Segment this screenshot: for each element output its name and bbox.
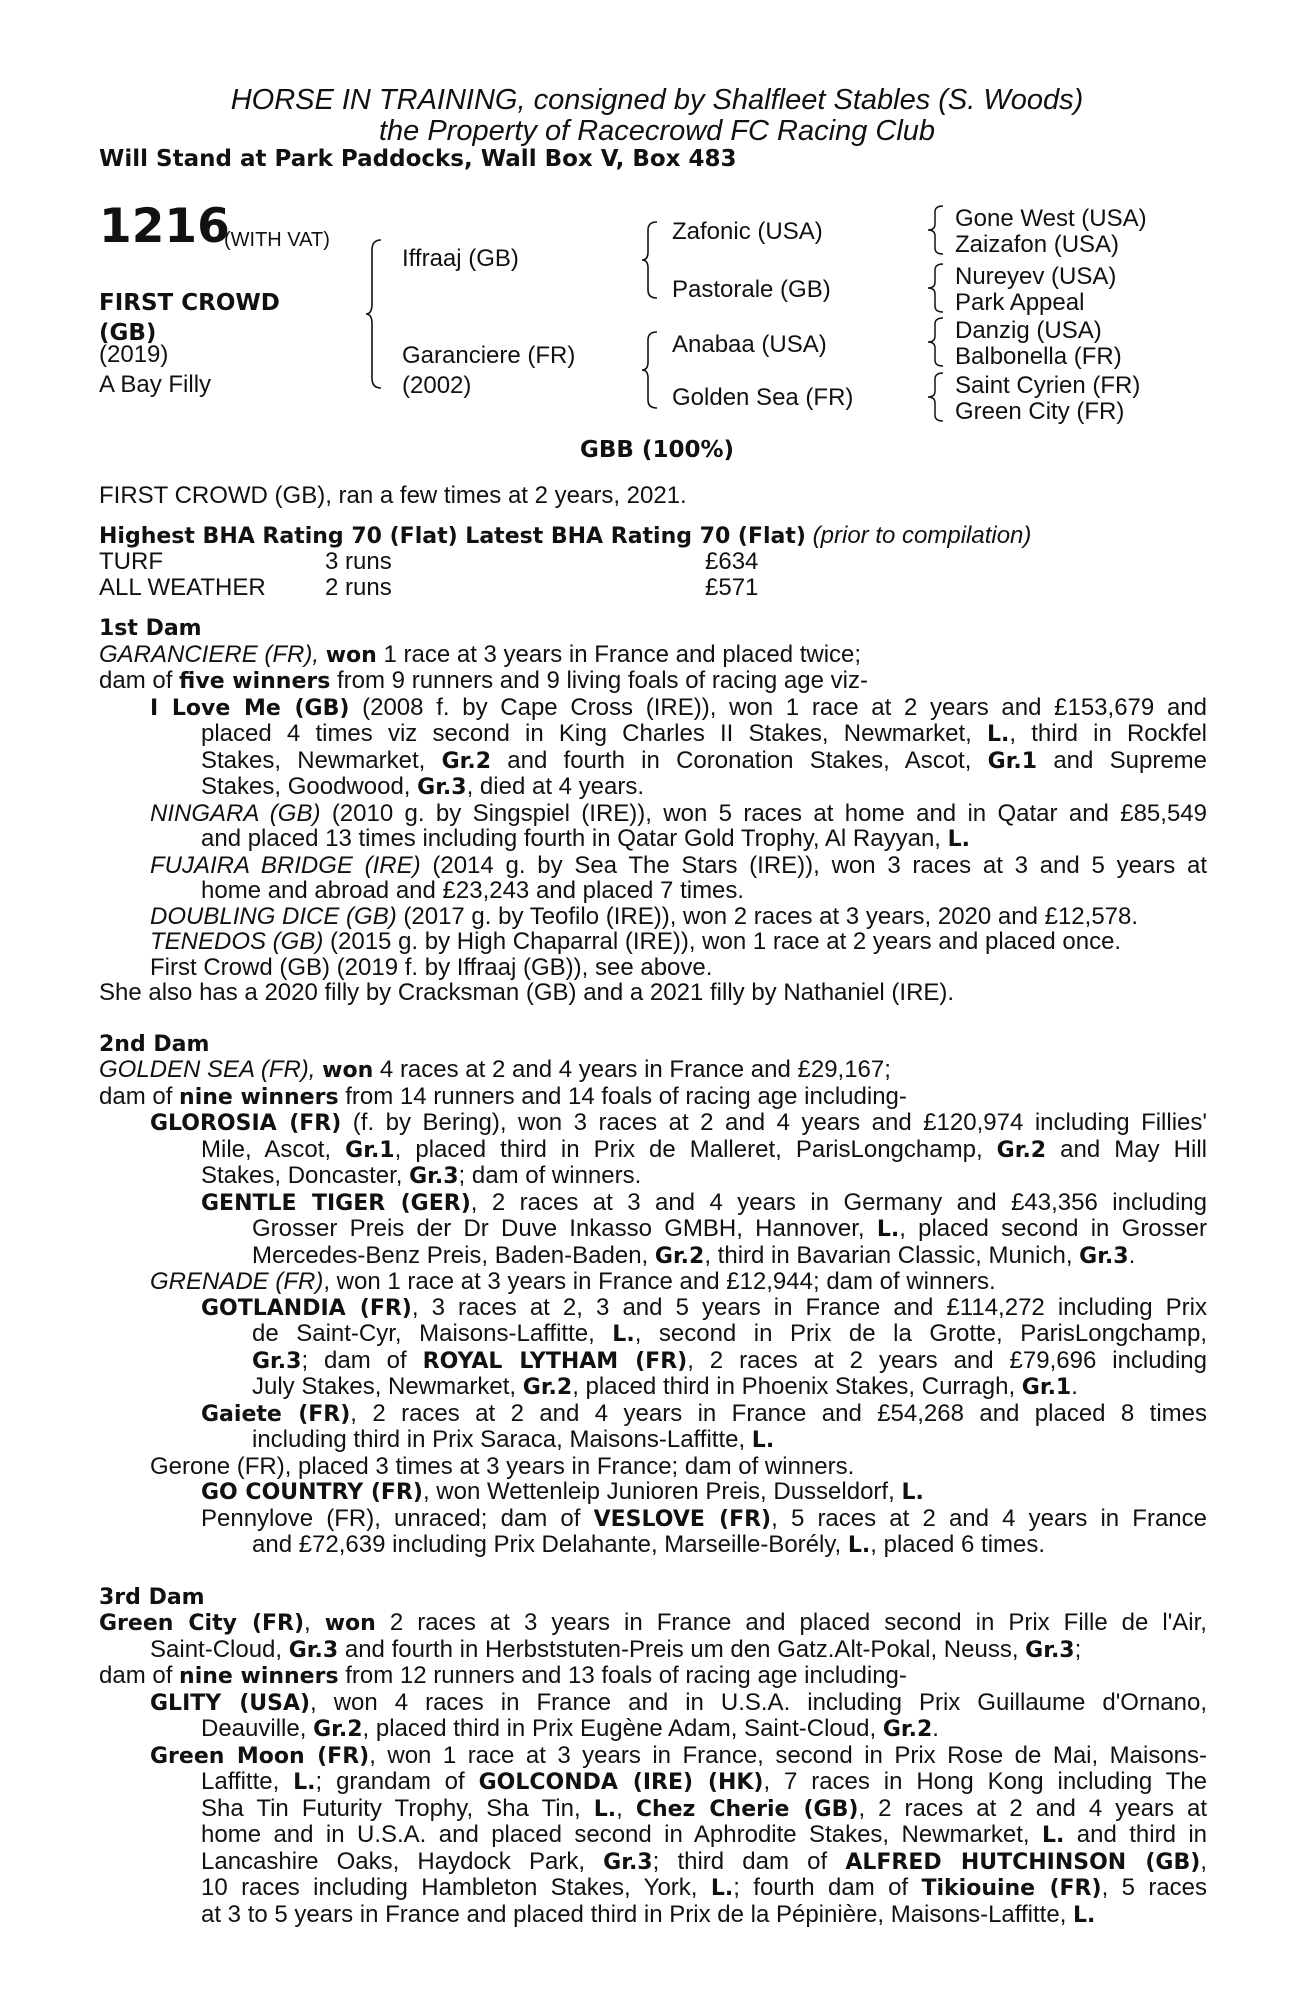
- text-third-dam-b-5: , 7 races in Hong Kong including The: [763, 1768, 1208, 1795]
- text-first-dam-p1-h: died at 4 years.: [479, 773, 645, 800]
- text-second-dam-h-name: VESLOVE (FR): [593, 1506, 772, 1532]
- produce-pennylove: Pennylove (FR), unraced; dam of VESLOVE (FR), 5 races at 2 and 4 years in France and £72,639 including Prix Delahante, Marseille-Borély, L., placed 6 times.: [201, 1504, 1208, 1558]
- text-third-dam-b-13: ALFRED HUTCHINSON (GB): [845, 1849, 1201, 1875]
- text-second-dam-a-4: and May Hill: [1060, 1135, 1207, 1163]
- text-grades-listed: L.: [876, 1217, 900, 1242]
- pedigree-sire-sire: Zafonic (USA): [672, 218, 823, 245]
- text-second-dam-d-name: GOTLANDIA (FR): [201, 1295, 412, 1321]
- text-first-dam-p1-f: and Supreme: [1053, 746, 1207, 774]
- text-third-dam-b-10: and third in: [1076, 1821, 1208, 1848]
- pedigree-g5: Danzig (USA): [955, 317, 1102, 344]
- vat-status: GBB (100%): [579, 437, 735, 463]
- text-grades-gr3: Gr.3: [288, 1637, 339, 1663]
- text-grades-gr2: Gr.2: [882, 1717, 933, 1742]
- produce-first-crowd: First Crowd (GB) (2019 f. by Iffraaj (GB)), see above.: [150, 953, 713, 981]
- text-grades-gr2: Gr.2: [313, 1717, 363, 1742]
- produce-glity: GLITY (USA), won 4 races in France and in U.S.A. including Prix Guillaume d'Ornano, Deauville, Gr.2, placed third in Prix Eugène Adam, Saint-Cloud, Gr.2.: [150, 1688, 1207, 1742]
- first-dam-heading: 1st Dam: [99, 616, 202, 641]
- text-second-dam-h-2: , 5 races at 2 and 4 years in France: [771, 1504, 1208, 1532]
- text-second-dam-b-2: Grosser Preis der Dr Duve Inkasso GMBH, Hannover,: [252, 1215, 865, 1242]
- foaling-year: (2019): [99, 341, 169, 368]
- stand-location: Will Stand at Park Paddocks, Wall Box V, Box 483: [99, 146, 737, 172]
- text-third-dam-b-2: Laffitte,: [201, 1768, 280, 1795]
- text-grades-gr3: Gr.3: [1079, 1243, 1129, 1269]
- pedigree-g8: Green City (FR): [955, 398, 1125, 425]
- text-second-dam-d-1: , 3 races at 2, 3 and 5 years in France and £114,272 including Prix: [411, 1293, 1207, 1321]
- pedigree-g2: Zaizafon (USA): [955, 231, 1120, 258]
- text-second-dam-d-8: placed third in Phoenix Stakes, Curragh,: [585, 1373, 1016, 1400]
- horse-name-line1: FIRST CROWD: [99, 290, 280, 316]
- text-second-dam-d-4: ; dam of: [301, 1346, 407, 1374]
- pedigree-dam-dam: Golden Sea (FR): [672, 384, 854, 411]
- text-ratings-note: (prior to compilation): [812, 521, 1032, 549]
- text-ratings-rows-0-prize: £634: [705, 548, 759, 575]
- produce-green-moon: Green Moon (FR), won 1 race at 3 years in France, second in Prix Rose de Mai, Maisons- Laffitte, L.; grandam of GOLCONDA (IRE) (HK), 7 races in Hong Kong including The Sha Tin Futurity Trophy, Sha Tin, L., Chez Cherie (GB), 2 races at 2 and 4 years at home and in U.S.A. and placed second in Aphrodite Stakes, Newmarket, L. and third in Lancashire Oaks, Haydock Park, Gr.3; third dam of ALFRED HUTCHINSON (GB), 10 races including Hambleton Stakes, York, L.; fourth dam of Tikiouine (FR), 5 races at 3 to 5 years in France and placed third in Prix de la Pépinière, Maisons-Laffitte, L.: [150, 1741, 1208, 1928]
- pedigree-brace-main: [364, 238, 384, 390]
- pedigree-g4: Park Appeal: [955, 289, 1085, 316]
- text-first-dam-p1-c: third in Rockfel: [1031, 720, 1207, 747]
- text-grades-listed: L.: [293, 1770, 316, 1795]
- text-second-dam-g-name: GO COUNTRY (FR): [201, 1480, 423, 1505]
- text-third-dam-l1b: Saint-Cloud,: [150, 1635, 283, 1663]
- text-grades-listed: L.: [710, 1876, 734, 1901]
- text-third-dam-b-8: , 2 races at 2 and 4 years at: [858, 1794, 1208, 1822]
- text-third-dam-b-11: Lancashire Oaks, Haydock Park,: [201, 1847, 585, 1875]
- text-third-dam-l1-name: Green City (FR): [99, 1611, 305, 1636]
- text-second-dam-a-5: Stakes, Doncaster,: [201, 1162, 403, 1189]
- text-second-dam-e-name: Gaiete (FR): [201, 1401, 351, 1427]
- text-second-dam-l2-b: nine winners: [179, 1084, 339, 1110]
- horse-name-line2: (GB): [99, 320, 157, 346]
- produce-go-country: [99, 1479, 1207, 1506]
- text-second-dam-e-2: including third in Prix Saraca, Maisons-Laffitte,: [252, 1426, 746, 1453]
- text-grades-gr2: Gr.2: [441, 748, 491, 774]
- produce-gotlandia: GOTLANDIA (FR), 3 races at 2, 3 and 5 years in France and £114,272 including Prix de Saint-Cyr, Maisons-Laffitte, L., second in Prix de la Grotte, ParisLongchamp, Gr.3; dam of ROYAL LYTHAM (FR), 2 races at 2 years and £79,696 including July Stakes, Newmarket, Gr.2, placed third in Phoenix Stakes, Curragh, Gr.1.: [201, 1293, 1207, 1400]
- text-third-dam-l2-c: from 12 runners and 13 foals of racing age including-: [345, 1662, 907, 1689]
- text-grades-listed: L.: [1041, 1823, 1065, 1848]
- text-third-dam-l1c: and fourth in Herbststuten-Preis um den Gatz.Alt-Pokal, Neuss,: [344, 1635, 1019, 1663]
- text-first-dam-p1-g: Stakes, Goodwood,: [201, 773, 411, 800]
- text-grades-gr2: Gr.2: [996, 1137, 1047, 1163]
- text-second-dam-l1-name: GOLDEN SEA (FR),: [99, 1056, 316, 1083]
- pedigree-brace-g12: [926, 204, 946, 256]
- text-third-dam-b-15: ; fourth dam of: [733, 1874, 909, 1901]
- text-third-dam-b-3: ; grandam of: [315, 1768, 465, 1795]
- pedigree-brace-g56: [926, 316, 946, 368]
- text-first-dam-l1-won: won: [325, 642, 377, 668]
- produce-ningara: [99, 801, 1207, 853]
- text-first-dam-p5-a: (2015 g. by High Chaparral (IRE)), won 1 race at 2 years and placed once.: [330, 928, 1122, 955]
- pedigree-g3: Nureyev (USA): [955, 263, 1117, 290]
- text-third-dam-b-7: Chez Cherie (GB): [635, 1796, 859, 1822]
- text-third-dam-a-name: GLITY (USA): [150, 1690, 311, 1716]
- text-grades-listed: L.: [751, 1428, 775, 1453]
- text-second-dam-a-1: (f. by Bering), won 3 races at 2 and 4 years and £120,974 including Fillies': [352, 1109, 1207, 1136]
- rating-row-all-weather: [99, 575, 1207, 601]
- third-dam-produce-line: [99, 1663, 1207, 1690]
- text-third-dam-b-4: GOLCONDA (IRE) (HK): [478, 1770, 764, 1795]
- pedigree-brace-g78: [926, 371, 946, 423]
- text-third-dam-b-17: , 5 races: [1101, 1874, 1208, 1901]
- text-grades-listed: L.: [986, 722, 1010, 747]
- text-ratings-heading: Highest BHA Rating 70 (Flat) Latest BHA Rating 70 (Flat): [99, 523, 806, 549]
- property-line: the Property of Racecrowd FC Racing Club: [378, 115, 936, 147]
- text-third-dam-l1-rest: 2 races at 3 years in France and placed second in Prix Fille de l'Air,: [389, 1609, 1207, 1636]
- vat-label: (WITH VAT): [224, 229, 330, 251]
- produce-gerone: Gerone (FR), placed 3 times at 3 years in France; dam of winners.: [150, 1452, 855, 1480]
- second-dam-produce-line: [99, 1084, 1207, 1111]
- text-second-dam-l2-c: from 14 runners and 14 foals of racing age including-: [345, 1082, 907, 1110]
- text-first-dam-p4-a: (2017 g. by Teofilo (IRE)), won 2 races at 3 years, 2020 and £12,578.: [403, 902, 1139, 930]
- text-third-dam-a-2: Deauville,: [201, 1715, 307, 1742]
- text-first-dam-l2-b: five winners: [179, 669, 331, 694]
- text-grades-gr1: Gr.1: [1021, 1375, 1072, 1400]
- text-third-dam-b-1: , won 1 race at 3 years in France, second in Prix Rose de Mai, Maisons-: [369, 1741, 1208, 1769]
- text-second-dam-l1-rest: 4 races at 2 and 4 years in France and £29,167;: [379, 1056, 891, 1083]
- text-grades-listed: L.: [901, 1480, 924, 1505]
- text-second-dam-d-7: July Stakes, Newmarket,: [252, 1373, 517, 1400]
- text-grades-gr2: Gr.2: [522, 1375, 573, 1400]
- text-third-dam-b-14: 10 races including Hambleton Stakes, York,: [201, 1874, 698, 1901]
- pedigree-brace-dam: [640, 330, 660, 410]
- produce-younger-foals: She also has a 2020 filly by Cracksman (GB) and a 2021 filly by Nathaniel (IRE).: [99, 979, 955, 1006]
- text-grades-listed: L.: [593, 1796, 617, 1822]
- text-first-dam-p1-b: placed 4 times viz second in King Charles II Stakes, Newmarket,: [201, 720, 972, 747]
- text-third-dam-a-1: , won 4 races in France and in U.S.A. including Prix Guillaume d'Ornano,: [310, 1688, 1207, 1716]
- text-first-dam-p3-name: FUJAIRA BRIDGE (IRE): [150, 851, 421, 879]
- text-second-dam-a-6: ; dam of winners.: [458, 1162, 642, 1189]
- text-second-dam-h-4: placed 6 times.: [883, 1531, 1046, 1558]
- text-grades-gr3: Gr.3: [409, 1164, 459, 1189]
- text-second-dam-b-1: , 2 races at 3 and 4 years in Germany and £43,356 including: [470, 1188, 1207, 1216]
- third-dam-heading: 3rd Dam: [99, 1584, 205, 1610]
- text-grades-gr1: Gr.1: [987, 748, 1038, 774]
- text-first-dam-p2-b: and placed 13 times including fourth in Qatar Gold Trophy, Al Rayyan,: [201, 825, 941, 852]
- text-grades-listed: L.: [1073, 1902, 1096, 1928]
- text-second-dam-c-name: GRENADE (FR): [150, 1268, 324, 1295]
- produce-i-love-me: I Love Me (GB) (2008 f. by Cape Cross (IRE)), won 1 race at 2 years and £153,679 and placed 4 times viz second in King Charles II Stakes, Newmarket, L., third in Rockfel Stakes, Newmarket, Gr.2 and fourth in Coronation Stakes, Ascot, Gr.1 and Supreme Stakes, Goodwood, Gr.3, died at 4 years.: [150, 693, 1207, 800]
- text-first-dam-p4-name: DOUBLING DICE (GB): [150, 902, 397, 930]
- text-first-dam-l1-name: GARANCIERE (FR),: [99, 640, 320, 668]
- pedigree-g7: Saint Cyrien (FR): [955, 372, 1141, 399]
- text-first-dam-p1-e: and fourth in Coronation Stakes, Ascot,: [507, 746, 972, 774]
- text-first-dam-p2-name: NINGARA (GB): [150, 799, 321, 827]
- horse-description: A Bay Filly: [99, 371, 212, 398]
- text-third-dam-b-16: Tikiouine (FR): [921, 1876, 1102, 1901]
- text-ratings-rows-1-surface: ALL WEATHER: [99, 573, 266, 601]
- text-second-dam-a-name: GLOROSIA (FR): [150, 1111, 342, 1136]
- text-third-dam-l2-a: dam of: [99, 1662, 173, 1689]
- text-grades-listed: L.: [847, 1533, 871, 1558]
- horse-name: [99, 288, 280, 348]
- text-second-dam-d-2: de Saint-Cyr, Maisons-Laffitte,: [252, 1320, 595, 1347]
- first-dam-line: [99, 642, 1207, 669]
- text-second-dam-a-3: placed third in Prix de Malleret, ParisLongchamp,: [415, 1135, 983, 1163]
- pedigree-sire-dam: Pastorale (GB): [672, 276, 831, 303]
- second-dam-line: [99, 1057, 1207, 1084]
- text-second-dam-g-1: , won Wettenleip Junioren Preis, Dusseldorf,: [422, 1478, 895, 1505]
- text-grades-gr3: Gr.3: [603, 1849, 653, 1875]
- pedigree-dam: Garanciere (FR): [402, 342, 576, 369]
- text-ratings-rows-1-prize: £571: [705, 573, 759, 601]
- rating-heading: [99, 523, 1207, 550]
- second-dam-heading: 2nd Dam: [99, 1031, 210, 1057]
- produce-doubling-dice: [99, 904, 1207, 930]
- rating-row-turf: [99, 549, 1207, 575]
- text-second-dam-d-3: second in Prix de la Grotte, ParisLongchamp,: [658, 1320, 1207, 1347]
- text-second-dam-c-1: , won 1 race at 3 years in France and £12,944; dam of winners.: [323, 1268, 996, 1295]
- text-second-dam-b-4: Mercedes-Benz Preis, Baden-Baden,: [252, 1241, 649, 1269]
- pedigree-g6: Balbonella (FR): [955, 343, 1122, 370]
- text-second-dam-b-5: third in Bavarian Classic, Munich,: [717, 1241, 1073, 1269]
- text-third-dam-b-name: Green Moon (FR): [150, 1743, 370, 1769]
- text-second-dam-b-3: placed second in Grosser: [918, 1215, 1207, 1242]
- text-grades-listed: L.: [612, 1322, 635, 1347]
- text-third-dam-b-9: home and in U.S.A. and placed second in Aphrodite Stakes, Newmarket,: [201, 1821, 1030, 1848]
- first-dam-produce-line: [99, 668, 1207, 695]
- text-first-dam-p2-a: (2010 g. by Singspiel (IRE)), won 5 races at home and in Qatar and £85,549: [331, 799, 1207, 827]
- pedigree-brace-sire: [640, 220, 660, 300]
- produce-gaiete: [99, 1401, 1207, 1454]
- race-summary: FIRST CROWD (GB), ran a few times at 2 years, 2021.: [99, 482, 687, 509]
- text-third-dam-l2-b: nine winners: [179, 1664, 339, 1689]
- text-grades-gr3: Gr.3: [252, 1348, 302, 1374]
- lot-number: 1216: [99, 199, 230, 254]
- text-third-dam-b-6: Sha Tin Futurity Trophy, Sha Tin,: [201, 1794, 581, 1822]
- text-second-dam-l1-won: won: [322, 1058, 374, 1083]
- consignor-line: HORSE IN TRAINING, consigned by Shalfleet Stables (S. Woods): [230, 84, 1084, 116]
- text-third-dam-b-12: ; third dam of: [652, 1847, 828, 1875]
- text-second-dam-e-1: , 2 races at 2 and 4 years in France and £54,268 and placed 8 times: [350, 1399, 1207, 1427]
- text-ratings-rows-0-runs: 3 runs: [325, 548, 392, 575]
- text-second-dam-d-6: , 2 races at 2 years and £79,696 including: [687, 1346, 1207, 1374]
- text-second-dam-h-1: Pennylove (FR), unraced; dam of: [201, 1504, 581, 1532]
- text-first-dam-p3-a: (2014 g. by Sea The Stars (IRE)), won 3 races at 3 and 5 years at: [432, 851, 1208, 879]
- text-grades-gr3: Gr.3: [1025, 1637, 1075, 1663]
- pedigree-g1: Gone West (USA): [955, 205, 1147, 232]
- text-grades-gr3: Gr.3: [417, 775, 467, 800]
- text-first-dam-l2-a: dam of: [99, 667, 173, 694]
- third-dam-line: Green City (FR), won 2 races at 3 years in France and placed second in Prix Fille de l'Air, Saint-Cloud, Gr.3 and fourth in Herbststuten-Preis um den Gatz.Alt-Pokal, Neuss, Gr.3;: [99, 1609, 1207, 1663]
- text-third-dam-l1-won: won: [324, 1611, 376, 1636]
- text-second-dam-h-3: and £72,639 including Prix Delahante, Marseille-Borély,: [252, 1531, 842, 1558]
- text-third-dam-b-18: at 3 to 5 years in France and placed third in Prix de la Pépinière, Maisons-Laffitte,: [201, 1900, 1067, 1928]
- pedigree-dam-sire: Anabaa (USA): [672, 331, 827, 358]
- text-first-dam-p1-name: I Love Me (GB): [150, 695, 350, 721]
- pedigree-dam-year: (2002): [402, 372, 472, 399]
- produce-grenade: [99, 1269, 1207, 1295]
- text-ratings-rows-1-runs: 2 runs: [325, 573, 392, 601]
- produce-tenedos: [99, 929, 1207, 955]
- produce-glorosia: GLOROSIA (FR) (f. by Bering), won 3 races at 2 and 4 years and £120,974 including Fillies' Mile, Ascot, Gr.1, placed third in Prix de Malleret, ParisLongchamp, Gr.2 and May Hill Stakes, Doncaster, Gr.3; dam of winners.: [150, 1109, 1207, 1189]
- text-second-dam-b-name: GENTLE TIGER (GER): [201, 1190, 471, 1216]
- text-first-dam-p3-b: home and abroad and £23,243 and placed 7 times.: [201, 877, 745, 904]
- text-second-dam-l2-a: dam of: [99, 1082, 173, 1110]
- pedigree-brace-g34: [926, 262, 946, 314]
- catalogue-body: [99, 483, 1207, 1928]
- text-first-dam-l1-rest: 1 race at 3 years in France and placed twice;: [383, 640, 862, 668]
- produce-gentle-tiger: GENTLE TIGER (GER), 2 races at 3 and 4 years in Germany and £43,356 including Grosser Preis der Dr Duve Inkasso GMBH, Hannover, L., placed second in Grosser Mercedes-Benz Preis, Baden-Baden, Gr.2, third in Bavarian Classic, Munich, Gr.3.: [201, 1188, 1207, 1269]
- text-first-dam-p1-a: (2008 f. by Cape Cross (IRE)), won 1 race at 2 years and £153,679 and: [362, 693, 1207, 721]
- text-first-dam-l2-c: from 9 runners and 9 living foals of racing age viz-: [337, 667, 868, 694]
- text-first-dam-p1-d: Stakes, Newmarket,: [201, 746, 426, 774]
- text-second-dam-d-5: ROYAL LYTHAM (FR): [422, 1348, 688, 1374]
- text-grades-gr2: Gr.2: [654, 1243, 705, 1269]
- text-third-dam-a-3: placed third in Prix Eugène Adam, Saint-Cloud,: [375, 1715, 877, 1742]
- text-second-dam-a-2: Mile, Ascot,: [201, 1135, 332, 1163]
- text-first-dam-p5-name: TENEDOS (GB): [150, 928, 324, 955]
- produce-fujaira-bridge: [99, 853, 1207, 904]
- text-grades-listed: L.: [947, 827, 971, 852]
- pedigree-sire: Iffraaj (GB): [402, 245, 519, 272]
- text-ratings-rows-0-surface: TURF: [99, 548, 163, 575]
- text-grades-gr1: Gr.1: [345, 1137, 395, 1163]
